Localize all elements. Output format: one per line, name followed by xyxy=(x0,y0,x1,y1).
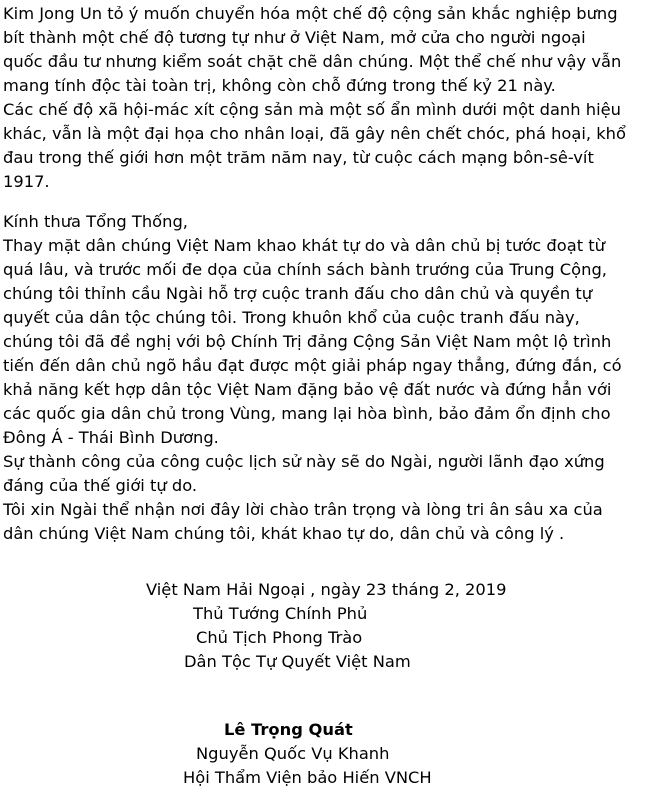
place-date: Việt Nam Hải Ngoại , ngày 23 tháng 2, 2019 xyxy=(146,580,507,599)
paragraph-1-line: Kim Jong Un tỏ ý muốn chuyển hóa một chế độ cộng sản khắc nghiệp bưng xyxy=(3,4,618,23)
paragraph-4-line: đáng của thế giới tự do. xyxy=(3,476,198,495)
paragraph-2-line: Các chế độ xã hội-mác xít cộng sản mà một số ẩn mình dưới một danh hiệu xyxy=(3,100,621,119)
paragraph-4-line: Sự thành công của công cuộc lịch sử này sẽ do Ngài, người lãnh đạo xứng xyxy=(3,452,605,471)
signer-title: Dân Tộc Tự Quyết Việt Nam xyxy=(184,652,411,671)
paragraph-3-line: Đông Á - Thái Bình Dương. xyxy=(3,428,219,447)
paragraph-2-line: khác, vẫn là một đại họa cho nhân loại, đã gây nên chết chóc, phá hoại, khổ xyxy=(3,124,626,143)
paragraph-3-line: tiến đến dân chủ ngõ hầu đạt được một giải pháp ngay thẳng, đứng đắn, có xyxy=(3,356,622,375)
paragraph-1-line: bít thành một chế độ tương tự như ở Việt Nam, mở cửa cho người ngoại xyxy=(3,28,586,47)
paragraph-3-line: chúng tôi thỉnh cầu Ngài hỗ trợ cuộc tranh đấu cho dân chủ và quyền tự xyxy=(3,284,593,303)
paragraph-2-line: 1917. xyxy=(3,172,50,191)
paragraph-3-line: quá lâu, và trước mối đe dọa của chính sách bành trướng của Trung Cộng, xyxy=(3,260,607,279)
paragraph-5-line: dân chúng Việt Nam chúng tôi, khát khao tự do, dân chủ và công lý . xyxy=(3,524,565,543)
paragraph-2-line: đau trong thế giới hơn một trăm năm nay, từ cuộc cách mạng bôn-sê-vít xyxy=(3,148,594,167)
paragraph-1-line: mang tính độc tài toàn trị, không còn chỗ đứng trong thế kỷ 21 này. xyxy=(3,76,556,95)
signer-organization: Hội Thẩm Viện bảo Hiến VNCH xyxy=(183,768,432,787)
signer-title: Chủ Tịch Phong Trào xyxy=(196,628,363,647)
paragraph-3-line: các quốc gia dân chủ trong Vùng, mang lại hòa bình, bảo đảm ổn định cho xyxy=(3,404,611,423)
signer-name: Nguyễn Quốc Vụ Khanh xyxy=(196,744,390,763)
paragraph-3-line: khả năng kết hợp dân tộc Việt Nam đặng bảo vệ đất nước và đứng hẳn với xyxy=(3,380,612,399)
paragraph-3-line: quyết của dân tộc chúng tôi. Trong khuôn khổ của cuộc tranh đấu này, xyxy=(3,308,580,327)
paragraph-1-line: quốc đầu tư nhưng kiểm soát chặt chẽ dân chúng. Một thể chế như vậy vẫn xyxy=(3,52,622,71)
salutation: Kính thưa Tổng Thống, xyxy=(3,212,188,231)
signer-title: Thủ Tướng Chính Phủ xyxy=(193,604,368,623)
paragraph-3-line: chúng tôi đã đề nghị với bộ Chính Trị đảng Cộng Sản Việt Nam một lộ trình xyxy=(3,332,612,351)
signer-name: Lê Trọng Quát xyxy=(224,720,353,739)
paragraph-3-line: Thay mặt dân chúng Việt Nam khao khát tự do và dân chủ bị tước đoạt từ xyxy=(3,236,605,255)
paragraph-5-line: Tôi xin Ngài thể nhận nơi đây lời chào trân trọng và lòng tri ân sâu xa của xyxy=(3,500,603,519)
